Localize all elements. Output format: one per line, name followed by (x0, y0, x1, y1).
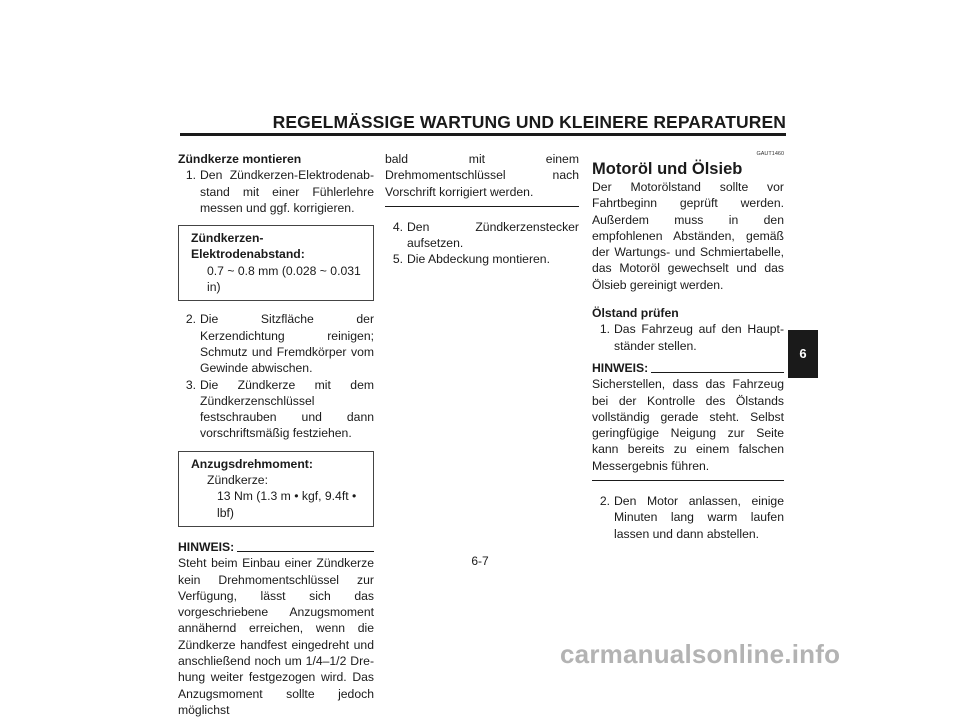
note-text: Sicherstellen, dass das Fahrzeug bei der Kontrolle des Ölstands vollständig gerade steht. Selbst geringfügige Neigung zur Seite kann bereits zu einem falschen Messergebnis führen. (592, 377, 784, 473)
watermark: carmanualsonline.info (560, 639, 841, 669)
note-end-rule (592, 480, 784, 481)
note-end-rule (385, 206, 579, 207)
page-header-title: REGELMÄSSIGE WARTUNG UND KLEINERE REPARATUREN (272, 112, 786, 132)
note-label: HINWEIS: (592, 360, 649, 375)
column-2 (385, 151, 579, 268)
spec-sub-label: Zündkerze: (207, 473, 268, 488)
section-heading: Zündkerze montieren (178, 152, 302, 166)
column-1 (178, 151, 374, 718)
note-rule (237, 551, 374, 552)
list-item (385, 251, 579, 267)
step-text: Die Zündkerze mit dem Zündkerzenschlüssel festschrauben und dann vorschriftsmäßig festziehen. (200, 377, 374, 441)
list-item (178, 377, 374, 442)
reference-code: GAUT1460 (756, 151, 784, 157)
list-item (178, 167, 374, 216)
list-item (592, 493, 784, 542)
step-number: 2. (185, 312, 196, 327)
section-title: Motoröl und Ölsieb (592, 160, 743, 178)
chapter-tab: 6 (788, 330, 818, 378)
step-text: Die Sitzfläche der Kerzendichtung reinigen; Schmutz und Fremdkörper vom Gewinde abwischen. (200, 312, 374, 376)
spec-label: Zündkerzen-Elektrodenabstand: (191, 231, 305, 262)
sub-heading: Ölstand prüfen (592, 306, 679, 321)
note-continuation: bald mit einem Drehmomentschlüssel nach Vorschrift korrigiert werden. (385, 152, 579, 199)
spec-box-gap (178, 225, 374, 301)
step-text: Die Abdeckung montieren. (407, 252, 550, 267)
step-number: 4. (392, 219, 403, 234)
page-number: 6-7 (471, 554, 489, 568)
list-item (178, 311, 374, 376)
spec-value: 13 Nm (1.3 m • kgf, 9.4ft • lbf) (217, 489, 357, 520)
note-header (592, 360, 784, 376)
step-number: 3. (185, 377, 196, 392)
step-text: Das Fahrzeug auf den Hauptständer stellen. (614, 322, 784, 353)
step-number: 2. (599, 494, 610, 509)
note-label: HINWEIS: (178, 539, 235, 554)
note-header (178, 539, 374, 555)
spec-box-torque (178, 451, 374, 527)
spec-value: 0.7 ~ 0.8 mm (0.028 ~ 0.031 in) (207, 263, 361, 295)
list-item (385, 219, 579, 252)
step-number: 5. (392, 252, 403, 267)
step-text: Den Zündkerzen-Elektrodenabstand mit einer Fühlerlehre messen und ggf. korrigieren. (200, 168, 374, 215)
spec-label: Anzugsdrehmoment: (191, 456, 313, 471)
column-3 (592, 151, 784, 542)
step-text: Den Zündkerzenstecker aufsetzen. (407, 219, 579, 251)
header-rule (180, 133, 786, 136)
list-item (592, 321, 784, 354)
step-text: Den Motor anlassen, einige Minuten lang warm laufen lassen und dann abstellen. (614, 494, 784, 541)
step-number: 1. (185, 168, 196, 183)
step-number: 1. (599, 322, 610, 337)
intro-paragraph: Der Motorölstand sollte vor Fahrtbeginn geprüft werden. Außerdem muss in den empfohlenen Abständen, gemäß der Wartungs- und Schmiertabelle, das Motoröl gewechselt und das Ölsieb gereinigt werden. (592, 180, 784, 292)
note-rule (651, 372, 784, 373)
note-text: Steht beim Einbau einer Zündkerze kein Drehmomentschlüssel zur Verfügung, lässt sich das vorgeschriebene Anzugsmoment annähernd erreichen, wenn die Zündkerze handfest eingedreht und anschließend noch um 1/4–1/2 Drehung weiter festgezogen wird. Das Anzugsmoment sollte jedoch möglichst (178, 556, 374, 717)
